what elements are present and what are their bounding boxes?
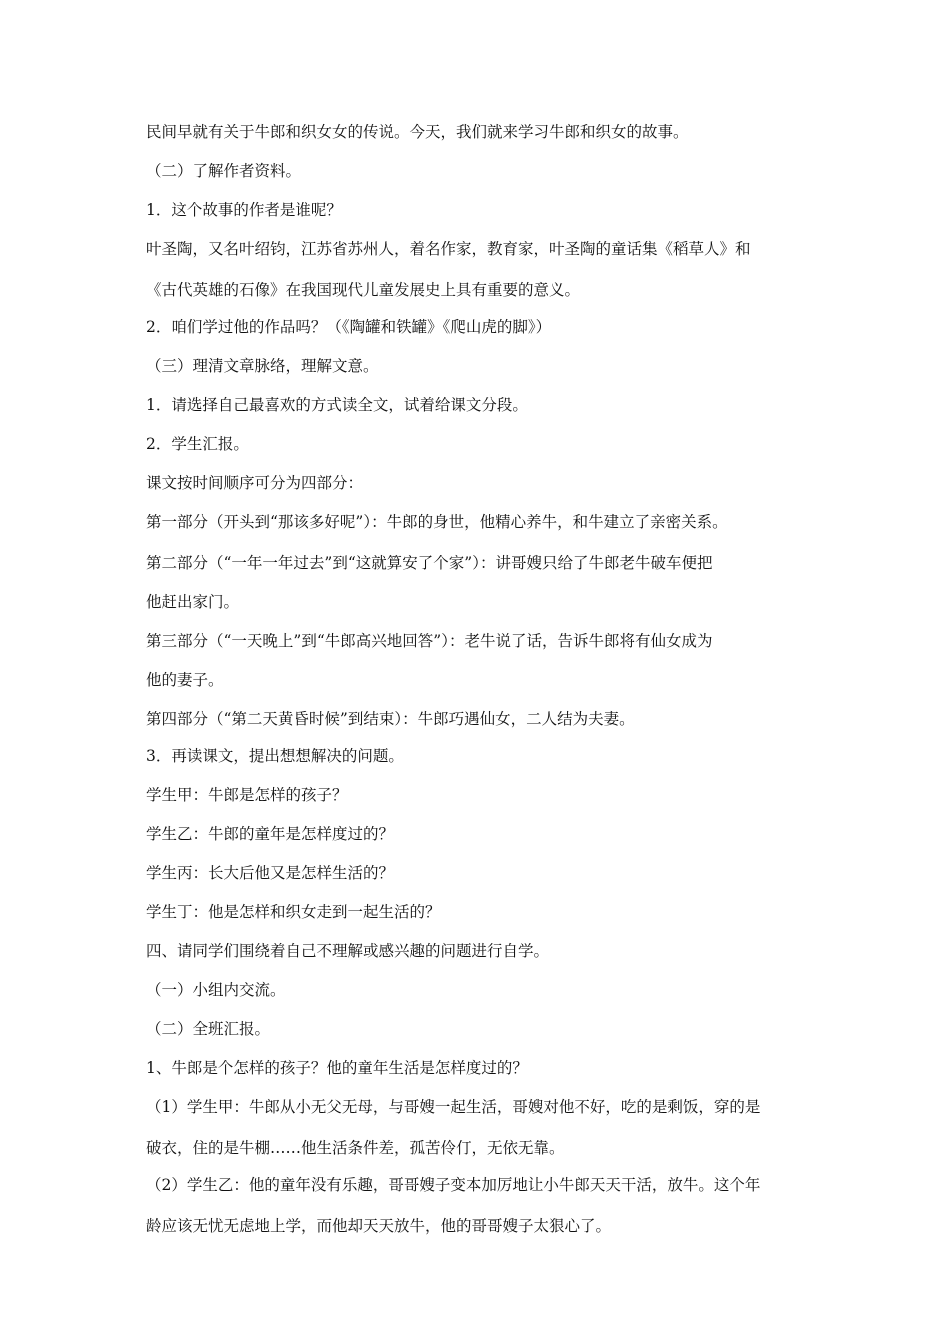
paragraph-line: （1）学生甲：牛郎从小无父无母，与哥嫂一起生活，哥嫂对他不好，吃的是剩饭，穿的是 bbox=[146, 1098, 761, 1116]
paragraph-line: 叶圣陶，又名叶绍钧，江苏省苏州人，着名作家，教育家，叶圣陶的童话集《稻草人》和 bbox=[146, 240, 751, 258]
paragraph-line: 学生乙：牛郎的童年是怎样度过的？ bbox=[146, 825, 395, 843]
paragraph-line: 1．这个故事的作者是谁呢？ bbox=[146, 201, 342, 219]
paragraph-line: 民间早就有关于牛郎和织女女的传说。今天，我们就来学习牛郎和织女的故事。 bbox=[146, 123, 689, 141]
paragraph-line: 2．学生汇报。 bbox=[146, 435, 249, 453]
paragraph-line: 破衣，住的是牛棚……他生活条件差，孤苦伶仃，无依无靠。 bbox=[146, 1139, 565, 1157]
paragraph-line: 他的妻子。 bbox=[146, 671, 224, 689]
paragraph-line: 第二部分（“一年一年过去”到“这就算安了个家”）：讲哥嫂只给了牛郎老牛破车便把 bbox=[146, 554, 713, 572]
section-heading: （三）理清文章脉络，理解文意。 bbox=[146, 357, 379, 375]
paragraph-line: 学生丙：长大后他又是怎样生活的？ bbox=[146, 864, 395, 882]
paragraph-line: 1、牛郎是个怎样的孩子？他的童年生活是怎样度过的？ bbox=[146, 1059, 528, 1077]
paragraph-line: 3．再读课文，提出想想解决的问题。 bbox=[146, 747, 404, 765]
paragraph-line: 《古代英雄的石像》在我国现代儿童发展史上具有重要的意义。 bbox=[146, 281, 581, 299]
paragraph-line: 龄应该无忧无虑地上学，而他却天天放牛，他的哥哥嫂子太狠心了。 bbox=[146, 1217, 612, 1235]
paragraph-line: 课文按时间顺序可分为四部分： bbox=[146, 474, 364, 492]
paragraph-line: 第一部分（开头到“那该多好呢”）：牛郎的身世，他精心养牛，和牛建立了亲密关系。 bbox=[146, 513, 728, 531]
paragraph-line: 第三部分（“一天晚上”到“牛郎高兴地回答”）：老牛说了话，告诉牛郎将有仙女成为 bbox=[146, 632, 713, 650]
document-body bbox=[146, 122, 816, 1236]
section-heading: （二）全班汇报。 bbox=[146, 1020, 271, 1038]
paragraph-line: 学生甲：牛郎是怎样的孩子？ bbox=[146, 786, 348, 804]
paragraph-line: 学生丁：他是怎样和织女走到一起生活的？ bbox=[146, 903, 441, 921]
paragraph-line: 1．请选择自己最喜欢的方式读全文，试着给课文分段。 bbox=[146, 396, 528, 414]
paragraph-line: （2）学生乙：他的童年没有乐趣，哥哥嫂子变本加厉地让小牛郎天天干活，放牛。这个年 bbox=[146, 1176, 761, 1194]
section-heading: （二）了解作者资料。 bbox=[146, 162, 302, 180]
paragraph-line: 他赶出家门。 bbox=[146, 593, 240, 611]
section-heading: （一）小组内交流。 bbox=[146, 981, 286, 999]
paragraph-line: 2．咱们学过他的作品吗？（《陶罐和铁罐》《爬山虎的脚》） bbox=[146, 318, 552, 336]
paragraph-line: 第四部分（“第二天黄昏时候”到结束）：牛郎巧遇仙女，二人结为夫妻。 bbox=[146, 710, 635, 728]
section-heading: 四、请同学们围绕着自己不理解或感兴趣的问题进行自学。 bbox=[146, 942, 550, 960]
